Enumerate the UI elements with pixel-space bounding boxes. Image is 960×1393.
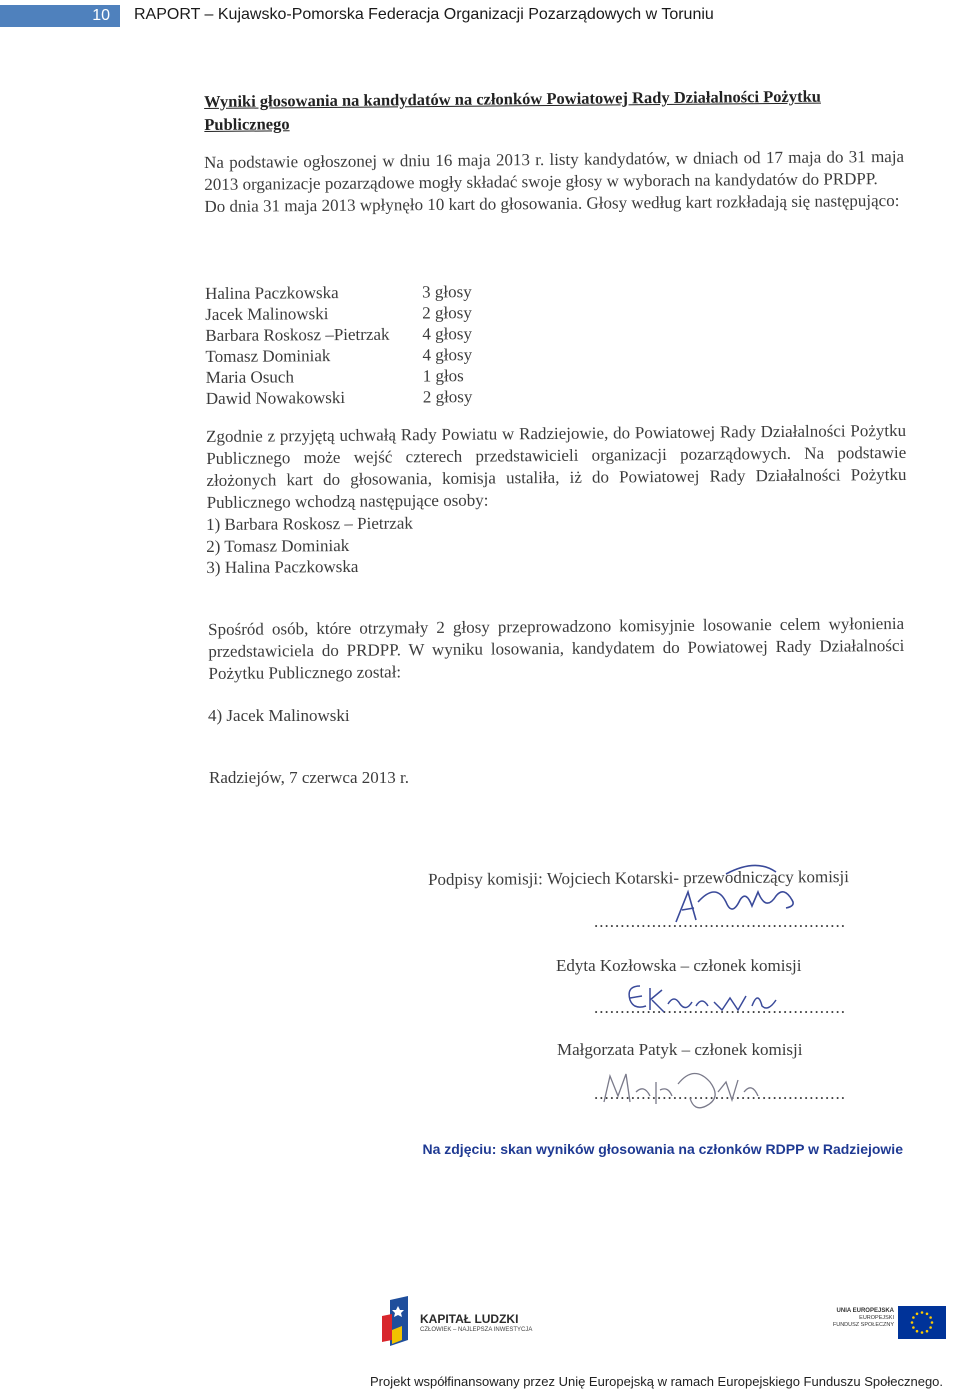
signatures-intro: Podpisy komisji: Wojciech Kotarski- przewodniczący komisji (428, 867, 850, 889)
vote-row (205, 323, 472, 346)
candidate-name: Jacek Malinowski (205, 304, 329, 324)
vote-row (205, 302, 472, 325)
drawn-candidate: 4) Jacek Malinowski (208, 706, 350, 725)
member-2-label: Edyta Kozłowska – członek komisji (556, 956, 802, 975)
scanned-document (196, 80, 908, 1120)
kapital-ludzki-icon (378, 1296, 418, 1348)
vote-row (205, 344, 472, 367)
eu-line-3: FUNDUSZ SPOŁECZNY (832, 1322, 894, 1328)
resolution-paragraph: Zgodnie z przyjętą uchwałą Rady Powiatu w Radziejowie, do Powiatowej Rady Działalności Pożytku Publicznego może wejść czterech przedstawicieli organizacji pozarządowych. Na podstawie złożonych kart do głosowania, komisja ustaliła, iż do Powiatowej Rady Działalności Pożytku Publicznego wchodzą następujące osoby: (206, 420, 907, 512)
candidate-name: Barbara Roskosz –Pietrzak (205, 324, 390, 345)
intro-text-2: Do dnia 31 maja 2013 wpłynęło 10 kart do głosowania. Głosy według kart rozkładają się następująco: (204, 190, 900, 216)
signature-line: ................................................ (594, 1084, 846, 1103)
candidate-name: Tomasz Dominiak (205, 346, 331, 366)
vote-count: 2 głosy (422, 303, 472, 323)
signature-patyk (598, 1062, 768, 1122)
eu-logo (822, 1306, 948, 1340)
kapital-ludzki-text: KAPITAŁ LUDZKI (420, 1312, 519, 1326)
member-3-label: Małgorzata Patyk – członek komisji (557, 1040, 803, 1059)
vote-count: 4 głosy (422, 324, 473, 344)
vote-row (206, 365, 473, 388)
page-header (0, 0, 960, 32)
vote-row (205, 281, 472, 304)
elected-item: 3) Halina Paczkowska (206, 556, 359, 577)
place-date: Radziejów, 7 czerwca 2013 r. (209, 768, 409, 787)
vote-row (206, 386, 473, 409)
figure-caption: Na zdjęciu: skan wyników głosowania na członków RDPP w Radziejowie (422, 1141, 903, 1157)
vote-count: 2 głosy (422, 387, 473, 407)
page-number: 10 (92, 7, 110, 24)
eu-line-1: UNIA EUROPEJSKA (836, 1308, 894, 1314)
vote-count: 4 głosy (422, 345, 473, 365)
elected-item: 2) Tomasz Dominiak (206, 535, 350, 556)
elected-item: 1) Barbara Roskosz – Pietrzak (206, 513, 413, 534)
intro-paragraph (204, 146, 905, 218)
eu-flag-icon (898, 1306, 946, 1339)
elected-list (206, 513, 413, 579)
header-title: RAPORT – Kujawsko-Pomorska Federacja Organizacji Pozarządowych w Toruniu (134, 6, 714, 23)
footer-funding-note: Projekt współfinansowany przez Unię Europejską w ramach Europejskiego Funduszu Społecznego. (370, 1374, 944, 1389)
kapital-ludzki-subtext: CZŁOWIEK – NAJLEPSZA INWESTYCJA (420, 1327, 533, 1333)
votes-list (205, 281, 472, 409)
kapital-ludzki-logo (378, 1296, 548, 1348)
signature-line: ................................................ (594, 998, 846, 1017)
signature-line: ................................................ (594, 912, 846, 931)
eu-line-2: EUROPEJSKI (859, 1315, 894, 1321)
intro-text: Na podstawie ogłoszonej w dniu 16 maja 2013 r. listy kandydatów, w dniach od 17 maja do 31 maja 2013 organizacje pozarządowe mogły składać swoje głosy w wyborach na kandydatów do PRDPP. (204, 146, 905, 194)
candidate-name: Dawid Nowakowski (205, 388, 346, 408)
document-title: Wyniki głosowania na kandydatów na członków Powiatowej Rady Działalności Pożytku Publicznego (204, 86, 822, 134)
signature-kozlowska (622, 976, 792, 1026)
vote-count: 3 głosy (422, 282, 472, 302)
candidate-name: Halina Paczkowska (205, 283, 339, 303)
vote-count: 1 głos (422, 366, 464, 386)
eu-logo-text (822, 1308, 894, 1329)
draw-paragraph: Spośród osób, które otrzymały 2 głosy przeprowadzono komisyjnie losowanie celem wyłonienia przedstawiciela do PRDPP. W wyniku losowania, kandydatem do Powiatowej Rady Działalności Pożytku Publicznego został: (208, 613, 905, 683)
page-number-box (0, 5, 120, 27)
signature-kotarski (666, 862, 816, 932)
candidate-name: Maria Osuch (205, 367, 295, 387)
